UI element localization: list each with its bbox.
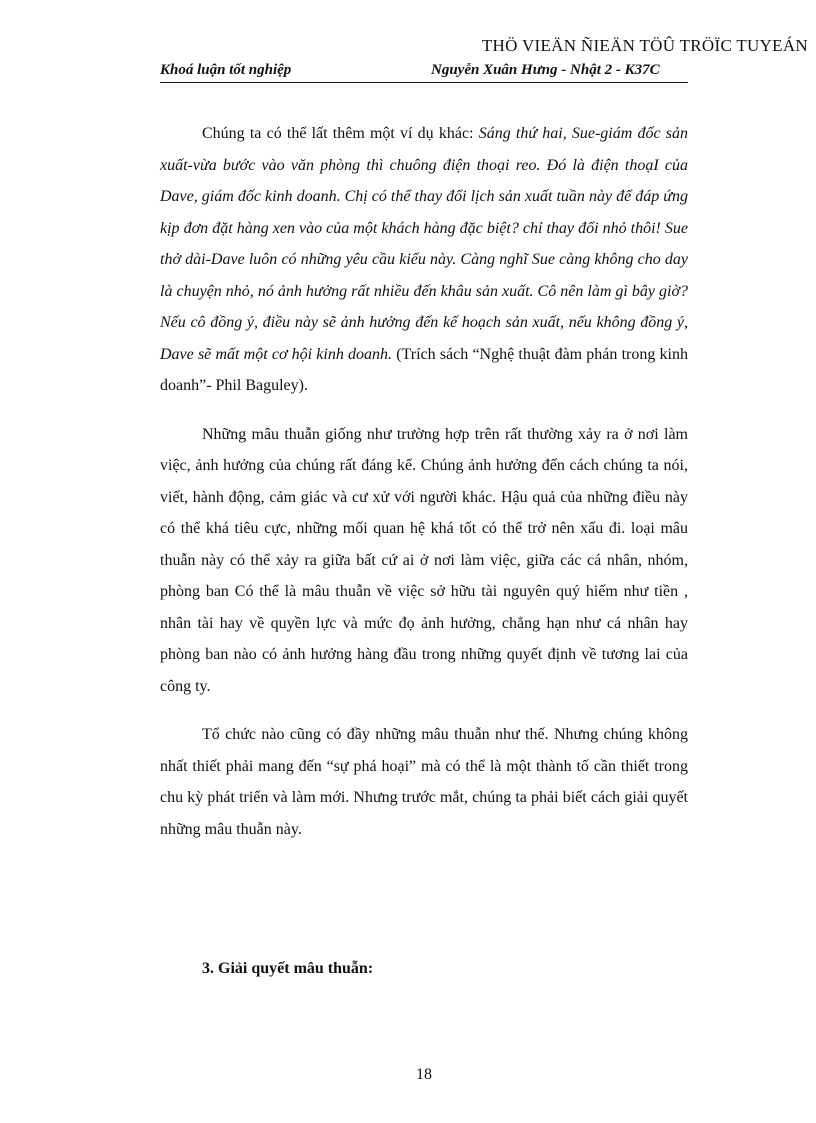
page-body [160,118,688,862]
paragraph-conflicts: Những mâu thuẫn giống như trường hợp trên rất thường xảy ra ở nơi làm việc, ảnh hưởng của chúng rất đáng kể. Chúng ảnh hưởng đến cách chúng ta nói, viết, hành động, cảm giác và cư xử với người khác. Hậu quả của những điều này có thể khá tiêu cực, những mối quan hệ khá tốt có thể trở nên xấu đi. loại mâu thuẫn này có thể xảy ra giữa bất cứ ai ở nơi làm việc, giữa các cá nhân, nhóm, phòng ban Có thể là mâu thuẫn về việc sở hữu tài nguyên quý hiếm như tiền , nhân tài hay về quyền lực và mức đọ ảnh hưởng, chẳng hạn như cá nhân hay phòng ban nào có ảnh hưởng hàng đầu trong những quyết định về tương lai của công ty. [160,425,688,695]
section-heading: 3. Giải quyết mâu thuẫn: [202,960,374,977]
header-thesis-title: Khoá luận tốt nghiệp [160,62,292,78]
paragraph-organization: Tổ chức nào cũng có đầy những mâu thuẫn như thế. Nhưng chúng không nhất thiết phải mang đến “sự phá hoại” mà có thể là một thành tố cần thiết trong chu kỳ phát triển và làm mới. Nhưng trước mắt, chúng ta phải biết cách giải quyết những mâu thuẫn này. [160,726,688,838]
page-header [160,60,688,83]
paragraph-example [160,118,688,402]
example-citation: (Trích sách “Nghệ thuật đàm phán trong kinh doanh”- Phil Baguley). [160,345,688,394]
example-quote: Sáng thứ hai, Sue-giám đốc sản xuất-vừa bước vào văn phòng thì chuông điện thoại reo. Đó là điện thoạI của Dave, giám đốc kinh doanh. Chị có thể thay đổi lịch sản xuất tuần này để đáp ứng kịp đơn đặt hàng xen vào của một khách hàng đặc biệt? chỉ thay đổi nhỏ thôi! Sue thở dài-Dave luôn có những yêu cầu kiểu này. Càng nghĩ Sue càng không cho day là chuyện nhỏ, nó ảnh hưởng rất nhiều đến khâu sản xuất. Cô nên làm gì bây giờ? Nếu cô đồng ý, điều này sẽ ảnh hưởng đến kế hoạch sản xuất, nếu không đồng ý, Dave sẽ mất một cơ hội kinh doanh. [160,125,689,363]
paragraph-example-intro: Chúng ta có thể lất thêm một ví dụ khác: [202,125,479,142]
page-number: 18 [416,1066,432,1083]
library-watermark: THÖ VIEÄN ÑIEÄN TÖÛ TRÖÏC TUYEÁN [481,36,808,55]
header-author: Nguyễn Xuân Hưng - Nhật 2 - K37C [431,62,660,78]
